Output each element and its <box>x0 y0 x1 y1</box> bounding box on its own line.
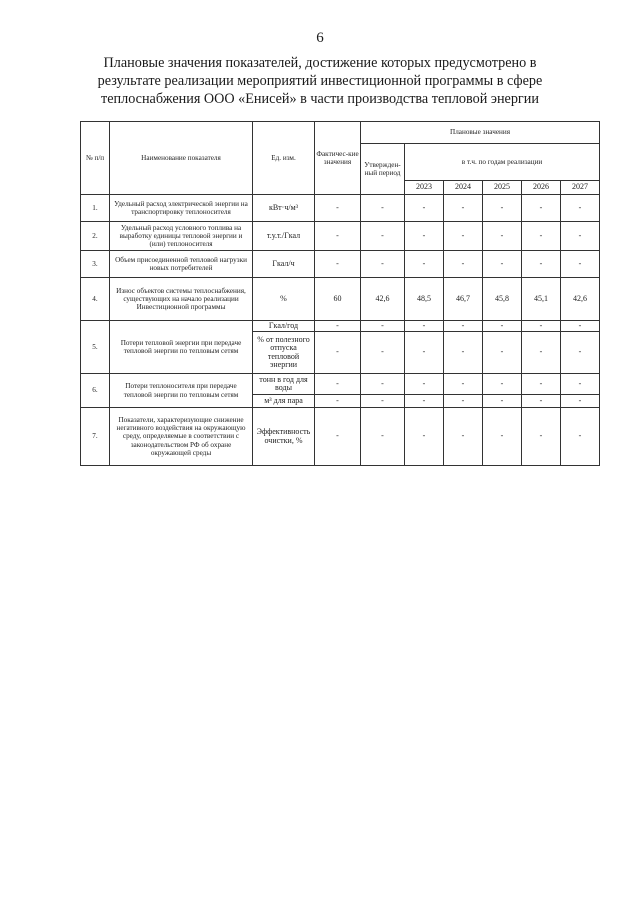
row-year-value: - <box>444 374 483 395</box>
row-actual: - <box>315 251 361 278</box>
row-year-value: - <box>444 332 483 374</box>
row-year-value: - <box>405 395 444 408</box>
row-year-value: - <box>444 251 483 278</box>
row-year-value: - <box>483 332 522 374</box>
row-year-value: - <box>483 251 522 278</box>
table-row <box>81 222 600 251</box>
title-line: результате реализации мероприятий инвестиционной программы в сфере <box>97 73 543 89</box>
row-year-value: - <box>483 321 522 332</box>
header-year: 2026 <box>522 181 561 195</box>
table-row <box>81 408 600 466</box>
row-unit: Гкал/год <box>253 321 315 332</box>
row-year-value: - <box>561 251 600 278</box>
row-year-value: - <box>522 408 561 466</box>
header-year: 2027 <box>561 181 600 195</box>
row-year-value: - <box>561 408 600 466</box>
header-year: 2024 <box>444 181 483 195</box>
header-year: 2023 <box>405 181 444 195</box>
row-actual: - <box>315 321 361 332</box>
indicators-table <box>80 121 600 466</box>
row-year-value: - <box>483 195 522 222</box>
row-num: 1. <box>81 195 110 222</box>
header-planned: Плановые значения <box>361 122 600 144</box>
header-approved: Утвержден-ный период <box>361 144 405 195</box>
row-year-value: - <box>522 321 561 332</box>
row-actual: - <box>315 395 361 408</box>
row-year-value: - <box>444 395 483 408</box>
row-year-value: - <box>405 321 444 332</box>
table-row <box>81 321 600 332</box>
row-year-value: - <box>483 395 522 408</box>
row-approved: - <box>361 374 405 395</box>
row-year-value: - <box>522 395 561 408</box>
row-num: 5. <box>81 321 110 374</box>
header-by-years: в т.ч. по годам реализации <box>405 144 600 181</box>
row-actual: - <box>315 374 361 395</box>
row-year-value: - <box>522 332 561 374</box>
row-year-value: 42,6 <box>561 278 600 321</box>
row-unit: Эффективность очистки, % <box>253 408 315 466</box>
row-unit: кВт·ч/м³ <box>253 195 315 222</box>
document-title <box>60 54 580 108</box>
row-approved: - <box>361 251 405 278</box>
row-unit: м³ для пара <box>253 395 315 408</box>
row-name: Показатели, характеризующие снижение негативного воздействия на окружающую среду, определяемые в соответствии с законодательством РФ об охране окружающей среды <box>110 408 253 466</box>
row-year-value: - <box>405 332 444 374</box>
row-year-value: - <box>561 321 600 332</box>
row-approved: 42,6 <box>361 278 405 321</box>
table-row <box>81 278 600 321</box>
header-actual: Фактичес-кие значения <box>315 122 361 195</box>
table-row <box>81 374 600 395</box>
row-name: Удельный расход электрической энергии на транспортировку теплоносителя <box>110 195 253 222</box>
table-row <box>81 251 600 278</box>
row-unit: т.у.т./Гкал <box>253 222 315 251</box>
row-year-value: - <box>444 408 483 466</box>
table-row <box>81 195 600 222</box>
row-actual: - <box>315 408 361 466</box>
row-approved: - <box>361 321 405 332</box>
row-year-value: - <box>561 395 600 408</box>
header-year: 2025 <box>483 181 522 195</box>
row-year-value: - <box>483 408 522 466</box>
title-line: теплоснабжения ООО «Енисей» в части производства тепловой энергии <box>101 91 539 107</box>
row-unit: Гкал/ч <box>253 251 315 278</box>
row-actual: - <box>315 332 361 374</box>
row-year-value: - <box>444 222 483 251</box>
row-year-value: - <box>444 195 483 222</box>
row-year-value: - <box>405 222 444 251</box>
row-actual: - <box>315 195 361 222</box>
row-unit: тонн в год для воды <box>253 374 315 395</box>
row-year-value: - <box>522 374 561 395</box>
title-line: Плановые значения показателей, достижение которых предусмотрено в <box>103 55 537 71</box>
row-year-value: - <box>444 321 483 332</box>
row-num: 7. <box>81 408 110 466</box>
row-year-value: - <box>405 374 444 395</box>
row-approved: - <box>361 222 405 251</box>
row-actual: 60 <box>315 278 361 321</box>
row-year-value: 45,1 <box>522 278 561 321</box>
row-year-value: 45,8 <box>483 278 522 321</box>
header-name: Наименование показателя <box>110 122 253 195</box>
row-year-value: - <box>522 251 561 278</box>
row-approved: - <box>361 195 405 222</box>
row-year-value: - <box>561 374 600 395</box>
row-unit: % <box>253 278 315 321</box>
row-num: 3. <box>81 251 110 278</box>
row-unit: % от полезного отпуска тепловой энергии <box>253 332 315 374</box>
row-year-value: - <box>405 408 444 466</box>
row-name: Потери тепловой энергии при передаче тепловой энергии по тепловым сетям <box>110 321 253 374</box>
row-year-value: - <box>561 195 600 222</box>
row-approved: - <box>361 332 405 374</box>
row-year-value: - <box>561 222 600 251</box>
row-name: Потери теплоносителя при передаче тепловой энергии по тепловым сетям <box>110 374 253 408</box>
header-num: № п/п <box>81 122 110 195</box>
row-year-value: 46,7 <box>444 278 483 321</box>
row-num: 6. <box>81 374 110 408</box>
row-year-value: - <box>405 195 444 222</box>
row-actual: - <box>315 222 361 251</box>
row-approved: - <box>361 408 405 466</box>
row-year-value: - <box>483 374 522 395</box>
row-approved: - <box>361 395 405 408</box>
row-num: 4. <box>81 278 110 321</box>
row-name: Объем присоединенной тепловой нагрузки новых потребителей <box>110 251 253 278</box>
header-unit: Ед. изм. <box>253 122 315 195</box>
row-year-value: - <box>522 222 561 251</box>
page-number: 6 <box>316 30 324 46</box>
row-name: Удельный расход условного топлива на выработку единицы тепловой энергии и (или) теплоносителя <box>110 222 253 251</box>
row-year-value: - <box>483 222 522 251</box>
row-year-value: - <box>522 195 561 222</box>
row-year-value: 48,5 <box>405 278 444 321</box>
row-name: Износ объектов системы теплоснабжения, существующих на начало реализации Инвестиционной программы <box>110 278 253 321</box>
row-num: 2. <box>81 222 110 251</box>
row-year-value: - <box>405 251 444 278</box>
row-year-value: - <box>561 332 600 374</box>
